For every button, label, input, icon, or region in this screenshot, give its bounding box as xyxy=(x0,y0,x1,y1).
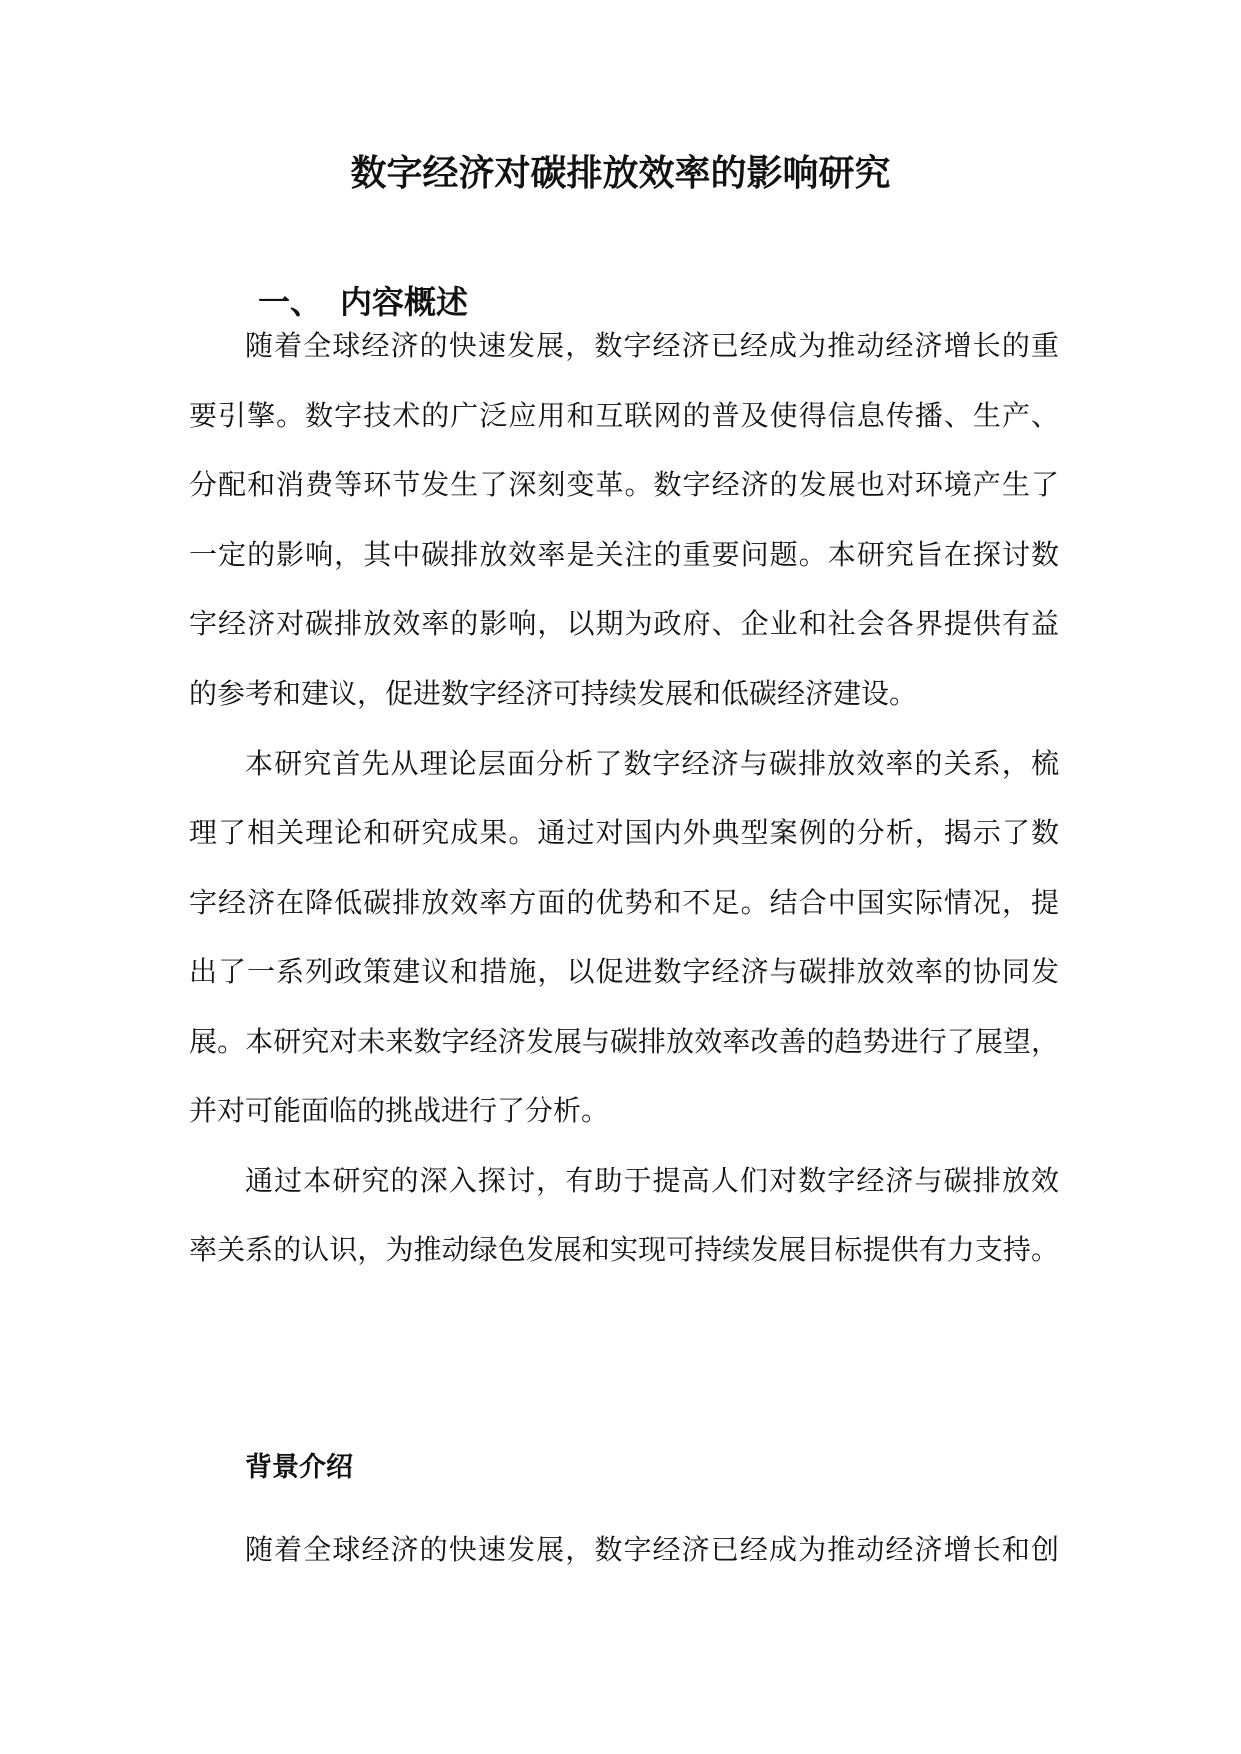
paragraph-line: 随着全球经济的快速发展，数字经济已经成为推动经济增长和创 xyxy=(245,1533,1059,1566)
paragraph-line: 理了相关理论和研究成果。通过对国内外典型案例的分析，揭示了数 xyxy=(189,816,1059,849)
paragraph-line: 字经济对碳排放效率的影响，以期为政府、企业和社会各界提供有益 xyxy=(189,607,1059,640)
paragraph-line: 字经济在降低碳排放效率方面的优势和不足。结合中国实际情况，提 xyxy=(189,886,1059,919)
paragraph-line: 一定的影响，其中碳排放效率是关注的重要问题。本研究旨在探讨数 xyxy=(189,538,1059,571)
section-heading xyxy=(258,280,468,324)
paragraph-line: 率关系的认识，为推动绿色发展和实现可持续发展目标提供有力支持。 xyxy=(189,1233,1059,1266)
paragraph-line: 随着全球经济的快速发展，数字经济已经成为推动经济增长的重 xyxy=(245,329,1059,362)
paragraph-line: 通过本研究的深入探讨，有助于提高人们对数字经济与碳排放效 xyxy=(245,1164,1059,1197)
paragraph-line: 出了一系列政策建议和措施，以促进数字经济与碳排放效率的协同发 xyxy=(189,955,1059,988)
paragraph-line: 本研究首先从理论层面分析了数字经济与碳排放效率的关系，梳 xyxy=(245,747,1059,780)
section-title: 内容概述 xyxy=(340,283,469,321)
section-number: 一、 xyxy=(258,283,323,321)
paragraph-line: 要引擎。数字技术的广泛应用和互联网的普及使得信息传播、生产、 xyxy=(189,399,1059,432)
paragraph-line: 分配和消费等环节发生了深刻变革。数字经济的发展也对环境产生了 xyxy=(189,468,1059,501)
paragraph-line: 并对可能面临的挑战进行了分析。 xyxy=(189,1094,610,1127)
document-title: 数字经济对碳排放效率的影响研究 xyxy=(350,152,891,194)
paragraph-line: 的参考和建议，促进数字经济可持续发展和低碳经济建设。 xyxy=(189,677,918,710)
subsection-heading: 背景介绍 xyxy=(245,1452,353,1483)
paragraph-line: 展。本研究对未来数字经济发展与碳排放效率改善的趋势进行了展望， xyxy=(189,1025,1059,1058)
